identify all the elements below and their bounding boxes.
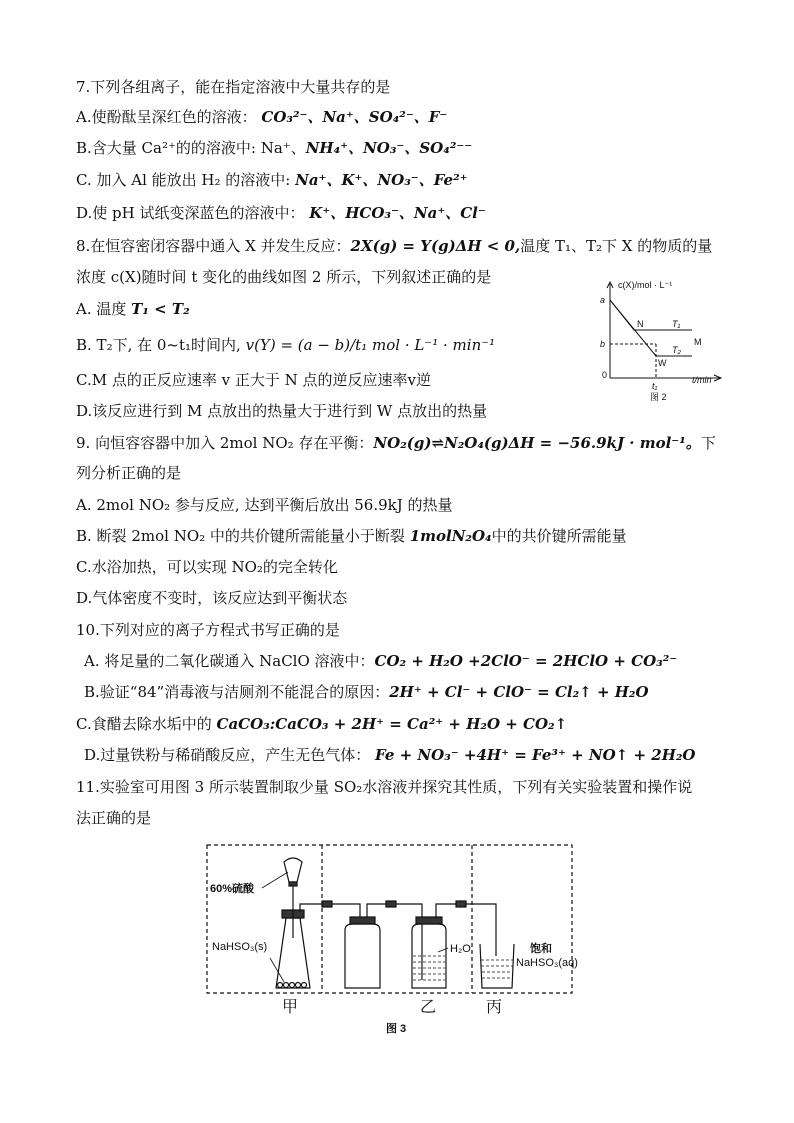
- x-axis-label: t/min: [692, 375, 712, 385]
- q10-option-a: [84, 650, 677, 672]
- label-bing: 丙: [486, 999, 503, 1016]
- funnel-stopcock: [289, 882, 297, 886]
- label-w: W: [658, 358, 667, 368]
- solid-particle: [278, 983, 283, 988]
- q9-b-tail: 中的共价键所需能量: [491, 527, 627, 545]
- q8-stem-line1: [76, 235, 712, 257]
- gas-bottle-empty: [345, 924, 380, 988]
- q7-d-ions: K⁺、HCO₃⁻、Na⁺、Cl⁻: [309, 204, 486, 222]
- label-m: M: [694, 337, 702, 347]
- figure-2-caption: 图 2: [650, 392, 667, 402]
- q9-option-c: C.水浴加热，可以实现 NO₂的完全转化: [76, 558, 338, 576]
- q10-d-text: D.过量铁粉与稀硝酸反应，产生无色气体：: [84, 746, 371, 764]
- q9-stem1-b: 下: [700, 434, 716, 452]
- q11-stem-line1: 11.实验室可用图 3 所示装置制取少量 SO₂水溶液并探究其性质，下列有关实验装置和操作说: [76, 778, 693, 796]
- label-water: H₂O: [450, 943, 471, 955]
- q7-option-c: [76, 169, 468, 191]
- q7-c-ions: Na⁺、K⁺、NO₃⁻、Fe²⁺: [295, 171, 468, 189]
- q8-option-d: D.该反应进行到 M 点放出的热量大于进行到 W 点放出的热量: [76, 402, 488, 420]
- q8-stem1-eq: 2X(g) = Y(g)ΔH < 0,: [350, 237, 521, 255]
- q9-stem1-eq: NO₂(g)⇌N₂O₄(g)ΔH = −56.9kJ · mol⁻¹。: [373, 434, 701, 452]
- q10-b-eq: 2H⁺ + Cl⁻ + ClO⁻ = Cl₂↑ + H₂O: [389, 683, 649, 701]
- label-a: a: [600, 295, 606, 305]
- q8-b-text: B. T₂下, 在 0~t₁时间内,: [76, 336, 241, 354]
- q10-b-text: B.验证“84”消毒液与洁厕剂不能混合的原因：: [84, 683, 390, 701]
- q9-stem-line1: [76, 432, 716, 454]
- solid-particle: [284, 983, 289, 988]
- tube-connector: [386, 901, 396, 907]
- q9-b-text: B. 断裂 2mol NO₂ 中的共价键所需能量小于断裂: [76, 527, 405, 545]
- water-lines: [413, 956, 445, 980]
- q10-option-c: [76, 713, 567, 735]
- q11-stem-line2: 法正确的是: [76, 809, 152, 827]
- q7-a-ions: CO₃²⁻、Na⁺、SO₄²⁻、F⁻: [261, 108, 448, 126]
- bottle-stopper: [350, 917, 375, 924]
- q10-option-b: [84, 681, 649, 703]
- q7-option-b: [76, 137, 472, 159]
- tube-connector: [322, 901, 332, 907]
- q9-stem1-a: 9. 向恒容容器中加入 2mol NO₂ 存在平衡：: [76, 434, 374, 452]
- separatory-funnel: [284, 858, 302, 882]
- q7-a-text: A.使酚酞呈深红色的溶液：: [76, 108, 257, 126]
- acid-leader-line: [262, 872, 288, 888]
- q9-b-expr: 1molN₂O₄: [409, 527, 492, 545]
- q9-option-b: [76, 525, 627, 547]
- solid-particle: [296, 983, 301, 988]
- q7-b-text: B.含大量 Ca²⁺的的溶液中: Na⁺、: [76, 139, 306, 157]
- q7-option-d: [76, 202, 486, 224]
- q10-c-text: C.食醋去除水垢中的: [76, 715, 212, 733]
- y-axis-label: c(X)/mol · L⁻¹: [618, 280, 673, 290]
- apparatus-frame: [207, 845, 572, 993]
- label-acid: 60%硫酸: [210, 883, 255, 895]
- q8-option-b: [76, 334, 495, 356]
- q8-b-expr: v(Y) = (a − b)/t₁ mol · L⁻¹ · min⁻¹: [245, 336, 496, 354]
- q8-a-expr: T₁ < T₂: [131, 300, 190, 318]
- label-t1-curve: T₁: [672, 319, 681, 329]
- beaker-solution-lines: [481, 960, 513, 978]
- q8-stem1-a: 8.在恒容密闭容器中通入 X 并发生反应：: [76, 237, 351, 255]
- figure-3-caption: 图 3: [386, 1023, 407, 1035]
- q8-option-c: C.M 点的正反应速率 v 正大于 N 点的逆反应速率v逆: [76, 371, 431, 389]
- q10-a-text: A. 将足量的二氧化碳通入 NaClO 溶液中：: [84, 652, 375, 670]
- q10-d-eq: Fe + NO₃⁻ +4H⁺ = Fe³⁺ + NO↑ + 2H₂O: [375, 746, 696, 764]
- q9-stem-line2: 列分析正确的是: [76, 464, 182, 482]
- label-b: b: [600, 339, 606, 349]
- q9-option-a: A. 2mol NO₂ 参与反应, 达到平衡后放出 56.9kJ 的热量: [76, 496, 453, 514]
- q8-stem1-b: 温度 T₁、T₂下 X 的物质的量: [520, 237, 713, 255]
- label-solid: NaHSO₃(s): [212, 941, 268, 953]
- q10-stem: 10.下列对应的离子方程式书写正确的是: [76, 621, 340, 639]
- q8-a-text: A. 温度: [76, 300, 127, 318]
- bottle-stopper: [416, 917, 442, 924]
- q9-option-d: D.气体密度不变时，该反应达到平衡状态: [76, 589, 348, 607]
- label-t1: t₁: [652, 381, 658, 391]
- solid-particle: [290, 983, 295, 988]
- q10-c-eq: CaCO₃:CaCO₃ + 2H⁺ = Ca²⁺ + H₂O + CO₂↑: [216, 715, 568, 733]
- label-origin: 0: [602, 370, 608, 380]
- q10-option-d: [84, 744, 696, 766]
- q8-option-a: [76, 298, 190, 320]
- label-saturated: 饱和: [530, 943, 552, 955]
- tube-connector: [456, 901, 466, 907]
- q10-a-eq: CO₂ + H₂O +2ClO⁻ = 2HClO + CO₃²⁻: [374, 652, 678, 670]
- q7-option-a: [76, 106, 447, 128]
- label-t2-curve: T₂: [672, 345, 681, 355]
- solid-particle: [302, 983, 307, 988]
- q8-stem-line2: 浓度 c(X)随时间 t 变化的曲线如图 2 所示，下列叙述正确的是: [76, 268, 492, 286]
- figure-3-apparatus: [200, 838, 580, 1038]
- q7-b-ions: NH₄⁺、NO₃⁻、SO₄²⁻⁻: [305, 139, 473, 157]
- label-jia: 甲: [282, 999, 299, 1016]
- label-nahso3-aq: NaHSO₃(aq): [516, 957, 578, 969]
- q7-c-text: C. 加入 Al 能放出 H₂ 的溶液中:: [76, 171, 291, 189]
- q7-stem: 7.下列各组离子，能在指定溶液中大量共存的是: [76, 78, 391, 96]
- label-n: N: [637, 319, 644, 329]
- q7-d-text: D.使 pH 试纸变深蓝色的溶液中：: [76, 204, 305, 222]
- figure-2-graph: [596, 278, 726, 404]
- label-yi: 乙: [420, 999, 437, 1016]
